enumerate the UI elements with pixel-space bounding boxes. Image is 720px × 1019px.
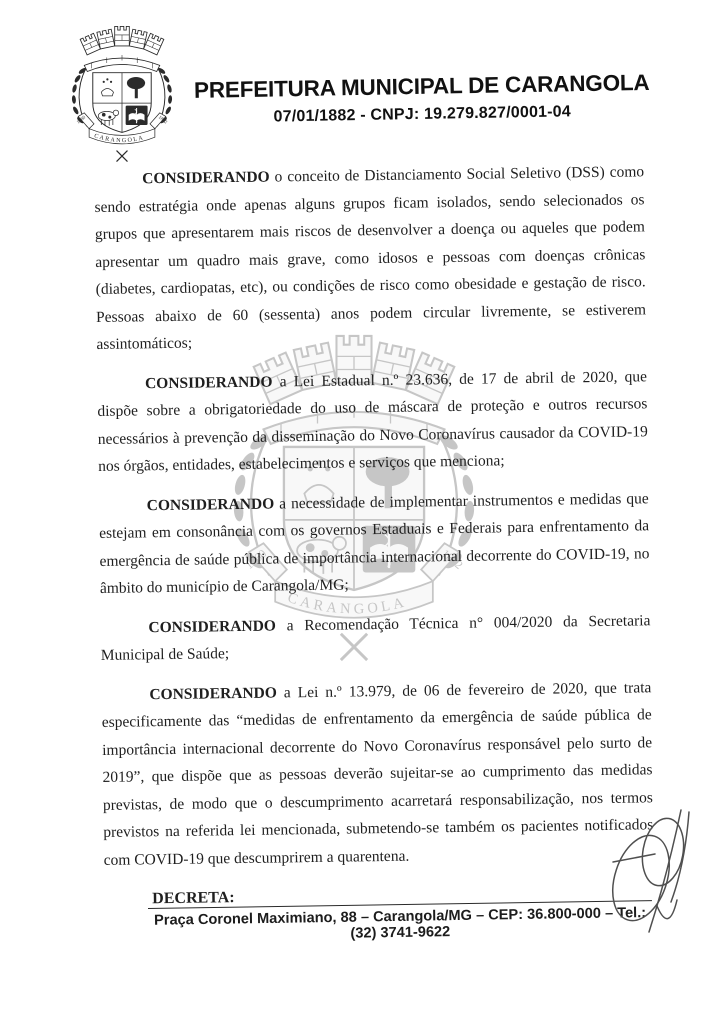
considerando-lead: CONSIDERANDO [149, 683, 277, 703]
footer-address: Praça Coronel Maximiano, 88 – Carangola/MG – CEP: 36.800-000 – Tel.: (32) 3741-9622 [153, 905, 647, 942]
paragraph-text: o conceito de Distanciamento Social Seletivo (DSS) como sendo estratégia onde apenas alguns grupos ficam isolados, sendo selecionados os grupos que apresentarem mais riscos de desenvolver a doença ou aqueles que podem apresentar um quadro mais grave, como idosos e pessoas com doenças crônicas (diabetes, cardiopatas, etc), ou condições de risco como obesidade e gestação de risco. Pessoas abaixo de 60 (sessenta) anos podem circular livremente, se estiverem assintomáticos; [94, 163, 647, 353]
considerando-paragraph [99, 485, 650, 603]
paragraph-text: a Lei Estadual n.º 23.636, de 17 de abril de 2020, que dispõe sobre a obrigatoriedade do uso de máscara de proteção e outros recursos necessários à prevenção da disseminação do Novo Coronavírus causador da COVID-19 nos órgãos, entidades, estabelecimentos e serviços que menciona; [97, 367, 648, 475]
letterhead [186, 70, 659, 128]
page-title: PREFEITURA MUNICIPAL DE CARANGOLA [193, 69, 650, 103]
paragraph-text: a necessidade de implementar instrumentos e medidas que estejam em consonância com os governos Estaduais e Federais para enfrentamento da emergência de saúde pública de importância internacional decorrente do COVID-19, no âmbito do município de Carangola/MG; [99, 489, 650, 597]
founding-date-cnpj: 07/01/1882 - CNPJ: 19.279.827/0001-04 [273, 103, 572, 126]
considerando-lead: CONSIDERANDO [146, 495, 275, 514]
decree-body [94, 158, 654, 913]
considerando-paragraph [101, 674, 654, 874]
considerando-paragraph [100, 607, 651, 670]
considerando-lead: CONSIDERANDO [144, 373, 273, 392]
handwritten-signature [597, 806, 713, 942]
considerando-paragraph [94, 158, 647, 358]
considerando-lead: CONSIDERANDO [148, 617, 277, 636]
decreta-label: DECRETA: [152, 889, 235, 908]
considerando-paragraph [97, 363, 648, 481]
paragraph-text: a Recomendação Técnica n° 004/2020 da Secretaria Municipal de Saúde; [100, 611, 651, 664]
considerando-lead: CONSIDERANDO [142, 168, 270, 188]
carangola-coat-of-arms-icon [60, 24, 184, 164]
paragraph-text: a Lei n.º 13.979, de 06 de fevereiro de 2020, que trata especificamente das “medidas de enfrentamento da emergência de saúde pública de importância internacional decorrente do Novo Coronavírus responsável pelo surto de 2019”, que dispõe que as pessoas deverão sujeitar-se ao cumprimento das medidas previstas, de modo que o descumprimento acarretará responsabilização, nos termos previstos na referida lei mencionada, submetendo-se também os pacientes notificados com COVID-19 que descumprirem a quarentena. [101, 678, 654, 869]
